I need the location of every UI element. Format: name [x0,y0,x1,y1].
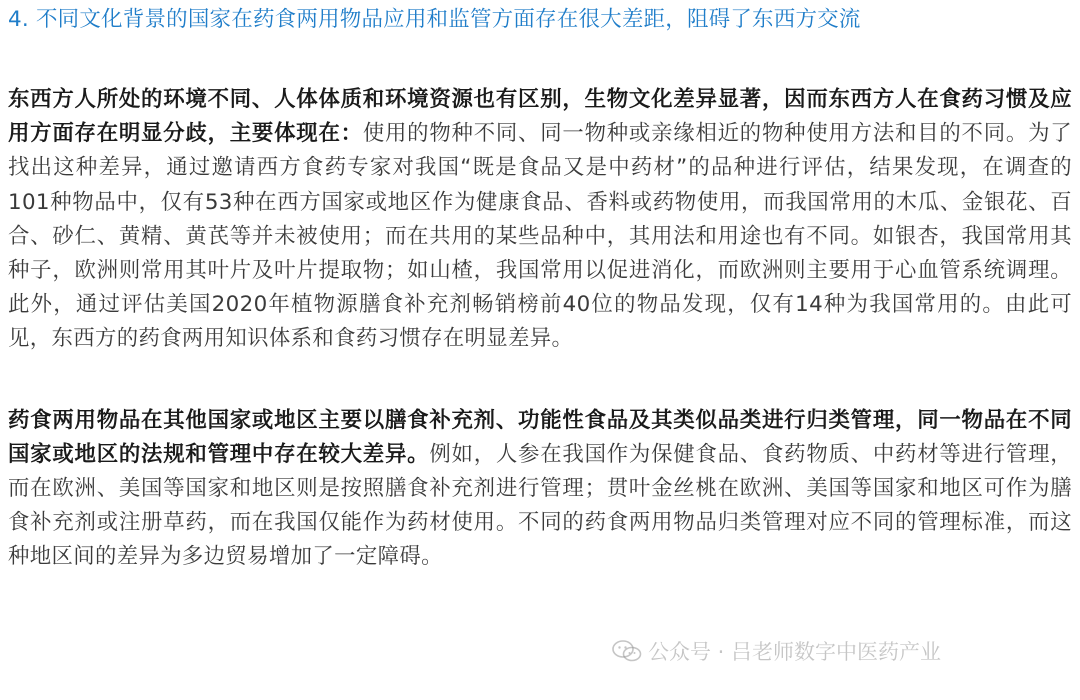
paragraph-regulation-differences [8,404,1072,575]
section-heading: 4. 不同文化背景的国家在药食两用物品应用和监管方面存在很大差距，阻碍了东西方交流 [8,7,861,32]
watermark-text: 公众号 · 吕老师数字中医药产业 [648,640,942,664]
paragraph-lead: 药食两用物品在其他国家或地区主要以膳食补充剂、功能性食品及其类似品类进行归类管理，同一物品在不同国家或地区的法规和管理中存在较大差异。 [8,407,1072,467]
paragraph-environment-differences [8,83,1072,357]
paragraph-body: 使用的物种不同、同一物种或亲缘相近的物种使用方法和目的不同。为了找出这种差异，通过邀请西方食药专家对我国“既是食品又是中药材”的品种进行评估，结果发现，在调查的101种物品中，仅有53种在西方国家或地区作为健康食品、香料或药物使用，而我国常用的木瓜、金银花、百合、砂仁、黄精、黄芪等并未被使用；而在共用的某些品种中，其用法和用途也有不同。如银杏，我国常用其种子，欧洲则常用其叶片及叶片提取物；如山楂，我国常用以促进消化，而欧洲则主要用于心血管系统调理。此外，通过评估美国2020年植物源膳食补充剂畅销榜前40位的物品发现，仅有14种为我国常用的。由此可见，东西方的药食两用知识体系和食药习惯存在明显差异。 [8,121,1072,352]
paragraph-body: 例如，人参在我国作为保健食品、食药物质、中药材等进行管理，而在欧洲、美国等国家和地区则是按照膳食补充剂进行管理；贯叶金丝桃在欧洲、美国等国家和地区可作为膳食补充剂或注册草药，而在我国仅能作为药材使用。不同的药食两用物品归类管理对应不同的管理标准，而这种地区间的差异为多边贸易增加了一定障碍。 [8,441,1072,570]
paragraph-lead: 东西方人所处的环境不同、人体体质和环境资源也有区别，生物文化差异显著，因而东西方人在食药习惯及应用方面存在明显分歧，主要体现在： [8,87,1072,147]
